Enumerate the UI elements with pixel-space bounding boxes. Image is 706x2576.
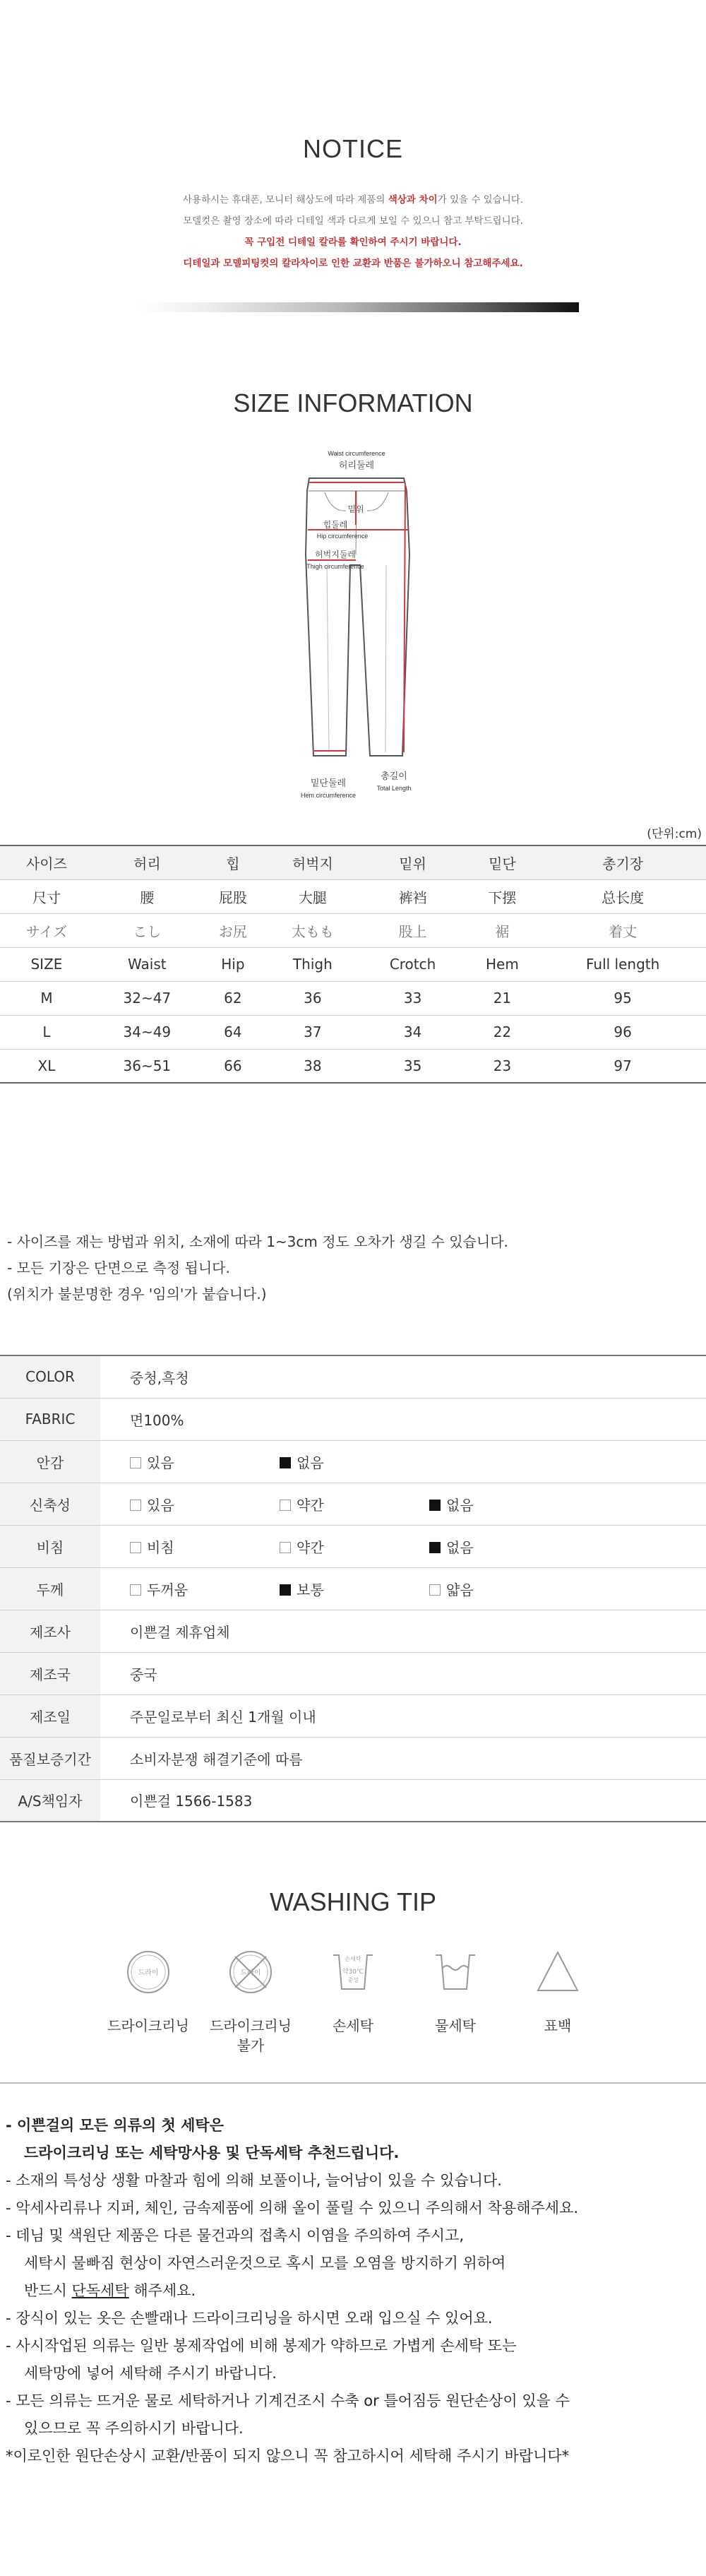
table-cell: Waist: [93, 947, 201, 981]
table-cell: サイズ: [0, 913, 93, 947]
info-label: 두께: [0, 1567, 100, 1610]
note-line: - 모든 기장은 단면으로 측정 됩니다.: [7, 1259, 230, 1276]
info-value: 이쁜걸 제휴업체: [100, 1610, 706, 1652]
table-cell: 总长度: [539, 879, 706, 913]
checkbox-checked-icon: [429, 1542, 441, 1553]
table-cell: 下摆: [465, 879, 540, 913]
care-line: 세탁망에 넣어 세탁해 주시기 바랍니다.: [24, 2365, 277, 2382]
table-cell: 사이즈: [0, 845, 93, 879]
table-row: [0, 1049, 706, 1083]
info-label: 비침: [0, 1525, 100, 1567]
size-header-zh: [0, 879, 706, 913]
bleach-item: [515, 1949, 600, 2036]
checkbox-icon: [130, 1584, 141, 1596]
info-label: COLOR: [0, 1355, 100, 1398]
table-cell: 36: [265, 981, 361, 1015]
notice-line-1: 사용하시는 휴대폰, 모니터 해상도에 따라 제품의 색상과 차이가 있을 수 있습니다.: [182, 194, 524, 206]
waist-en-label: Waist circumference: [328, 450, 385, 457]
waist-ko-label: 허리둘레: [338, 461, 375, 471]
hand-wash-label: 손세탁: [333, 2017, 373, 2034]
measurement-notes: [7, 1229, 508, 1307]
option-thin: 얇음: [429, 1579, 579, 1599]
table-cell: Full length: [539, 947, 706, 981]
care-line: 반드시 단독세탁 해주세요.: [24, 2282, 196, 2299]
table-cell: Thigh: [265, 947, 361, 981]
checkbox-icon: [130, 1542, 141, 1553]
option-sheer-no: 없음: [429, 1536, 579, 1557]
info-row-sheer: [0, 1525, 706, 1567]
length-ko-label: 총길이: [381, 771, 407, 782]
checkbox-icon: [130, 1500, 141, 1511]
svg-text:중성: 중성: [347, 1977, 359, 1983]
care-line: - 데님 및 색원단 제품은 다른 물건과의 접촉시 이염을 주의하여 주시고,: [6, 2227, 465, 2244]
no-dry-clean-label: 드라이크리닝 불가: [210, 2017, 292, 2054]
table-cell: 大腿: [265, 879, 361, 913]
table-cell: 66: [201, 1049, 265, 1083]
no-dry-clean-item: [208, 1949, 293, 2055]
table-cell: 屁股: [201, 879, 265, 913]
divider: [0, 2082, 706, 2084]
size-header-ko: [0, 845, 706, 879]
table-cell: 34: [361, 1015, 465, 1049]
info-label: 제조일: [0, 1694, 100, 1737]
notice-line-2: 모델컷은 촬영 장소에 따라 디테일 색과 다르게 보일 수 있으니 참고 부탁드립니다.: [183, 215, 523, 227]
option-stretch-no: 없음: [429, 1494, 579, 1514]
table-cell: お尻: [201, 913, 265, 947]
table-cell: 23: [465, 1049, 540, 1083]
hem-ko-label: 밑단둘레: [310, 778, 347, 789]
table-cell: 허리: [93, 845, 201, 879]
info-row-lining: [0, 1440, 706, 1483]
table-cell: 尺寸: [0, 879, 93, 913]
table-cell: 着丈: [539, 913, 706, 947]
hand-wash-item: [311, 1949, 395, 2036]
table-cell: 太もも: [265, 913, 361, 947]
info-label: FABRIC: [0, 1398, 100, 1440]
table-cell: 34~49: [93, 1015, 201, 1049]
hand-wash-icon: [330, 1949, 376, 1995]
hem-en-label: Hem circumference: [300, 792, 357, 799]
info-value: 주문일로부터 최신 1개월 이내: [100, 1694, 706, 1737]
option-normal: 보통: [280, 1579, 429, 1599]
no-dry-clean-icon: [228, 1949, 273, 1995]
table-cell: 힙: [201, 845, 265, 879]
table-cell: 37: [265, 1015, 361, 1049]
info-label: A/S책임자: [0, 1779, 100, 1822]
color-gradient-bar: [138, 302, 579, 312]
info-row-as: [0, 1779, 706, 1822]
care-line: - 악세사리류나 지퍼, 체인, 금속제품에 의해 올이 풀릴 수 있으니 주의해서 착용해주세요.: [6, 2200, 579, 2216]
table-cell: 95: [539, 981, 706, 1015]
hip-ko-label: 힙둘레: [323, 520, 348, 530]
table-cell: 21: [465, 981, 540, 1015]
table-row: [0, 981, 706, 1015]
table-cell: 97: [539, 1049, 706, 1083]
washing-icons: [106, 1949, 600, 2077]
table-cell: 총기장: [539, 845, 706, 879]
bleach-icon: [535, 1949, 580, 1995]
note-line: (위치가 불분명한 경우 '임의'가 붙습니다.): [7, 1286, 267, 1302]
note-line: - 사이즈를 재는 방법과 위치, 소재에 따라 1~3cm 정도 오차가 생길 수 있습니다.: [7, 1233, 508, 1250]
unit-label: (단위:cm): [647, 827, 702, 841]
care-line: - 소재의 특성상 생활 마찰과 힘에 의해 보풀이나, 늘어남이 있을 수 있습니다.: [6, 2172, 502, 2189]
length-en-label: Total Length: [376, 785, 412, 792]
info-label: 안감: [0, 1440, 100, 1483]
table-cell: 22: [465, 1015, 540, 1049]
table-cell: M: [0, 981, 93, 1015]
svg-text:드라이: 드라이: [240, 1969, 261, 1977]
table-cell: 36~51: [93, 1049, 201, 1083]
hip-en-label: Hip circumference: [316, 533, 369, 540]
washing-tip-title: WASHING TIP: [269, 1887, 437, 1916]
machine-wash-icon: [433, 1949, 478, 1995]
dry-clean-label: 드라이크리닝: [107, 2017, 189, 2034]
table-cell: 허벅지: [265, 845, 361, 879]
checkbox-checked-icon: [280, 1457, 291, 1468]
info-row-fabric: [0, 1398, 706, 1440]
table-cell: L: [0, 1015, 93, 1049]
crotch-ko-label: 밑위: [347, 504, 364, 514]
info-row-maker: [0, 1610, 706, 1652]
product-info-table: [0, 1355, 706, 1822]
table-cell: Crotch: [361, 947, 465, 981]
option-lining-no: 없음: [280, 1452, 429, 1472]
machine-wash-label: 물세탁: [435, 2017, 476, 2034]
table-cell: こし: [93, 913, 201, 947]
checkbox-checked-icon: [429, 1500, 441, 1511]
info-value: 소비자분쟁 해결기준에 따름: [100, 1737, 706, 1779]
table-cell: 腰: [93, 879, 201, 913]
table-cell: XL: [0, 1049, 93, 1083]
option-stretch-some: 약간: [280, 1494, 429, 1514]
info-row-warranty: [0, 1737, 706, 1779]
info-label: 품질보증기간: [0, 1737, 100, 1779]
thigh-ko-label: 허벅지둘레: [315, 550, 356, 559]
svg-text:약30℃: 약30℃: [342, 1969, 364, 1976]
info-row-stretch: [0, 1483, 706, 1525]
dry-clean-icon: [126, 1949, 171, 1995]
care-line: - 장식이 있는 옷은 손빨래나 드라이크리닝을 하시면 오래 입으실 수 있어요.: [6, 2310, 493, 2327]
table-cell: 38: [265, 1049, 361, 1083]
info-label: 제조국: [0, 1652, 100, 1694]
solo-wash-underline: 단독세탁: [71, 2282, 129, 2299]
info-value: 이쁜걸 1566-1583: [100, 1779, 706, 1822]
table-cell: 32~47: [93, 981, 201, 1015]
size-table: [0, 845, 706, 1084]
bleach-label: 표백: [544, 2017, 572, 2034]
info-value: 중국: [100, 1652, 706, 1694]
table-row: [0, 1015, 706, 1049]
care-line: 세탁시 물빠짐 현상이 자연스러운것으로 혹시 모를 오염을 방지하기 위하여: [24, 2255, 506, 2272]
checkbox-icon: [280, 1542, 291, 1553]
checkbox-icon: [280, 1500, 291, 1511]
info-row-color: [0, 1355, 706, 1398]
size-header-ja: [0, 913, 706, 947]
notice-title: NOTICE: [302, 134, 403, 163]
option-lining-yes: 있음: [130, 1452, 280, 1472]
table-cell: 62: [201, 981, 265, 1015]
info-label: 제조사: [0, 1610, 100, 1652]
checkbox-icon: [429, 1584, 441, 1596]
info-row-date: [0, 1694, 706, 1737]
checkbox-icon: [130, 1457, 141, 1468]
care-line: - 사시작업된 의류는 일반 봉제작업에 비해 봉제가 약하므로 가볍게 손세탁 또는: [6, 2337, 517, 2354]
table-cell: SIZE: [0, 947, 93, 981]
care-instructions: [6, 2112, 705, 2470]
table-cell: Hem: [465, 947, 540, 981]
care-heading-2: 드라이크리닝 또는 세탁망사용 및 단독세탁 추천드립니다.: [24, 2144, 400, 2161]
info-row-thickness: [0, 1567, 706, 1610]
table-cell: Hip: [201, 947, 265, 981]
table-cell: 股上: [361, 913, 465, 947]
table-cell: 96: [539, 1015, 706, 1049]
care-heading-1: - 이쁜걸의 모든 의류의 첫 세탁은: [6, 2117, 224, 2134]
table-cell: 35: [361, 1049, 465, 1083]
info-value: 중청,흑청: [100, 1355, 706, 1398]
care-line: - 모든 의류는 뜨거운 물로 세탁하거나 기계건조시 수축 or 틀어짐등 원단손상이 있을 수: [6, 2392, 570, 2409]
table-cell: 裾: [465, 913, 540, 947]
machine-wash-item: [413, 1949, 498, 2036]
option-stretch-yes: 있음: [130, 1494, 280, 1514]
care-line: 있으므로 꼭 주의하시기 바랍니다.: [24, 2420, 244, 2437]
option-sheer-yes: 비침: [130, 1536, 280, 1557]
size-header-en: [0, 947, 706, 981]
pants-diagram-svg: [282, 441, 438, 809]
option-thick: 두꺼움: [130, 1579, 280, 1599]
svg-text:드라이: 드라이: [138, 1969, 159, 1977]
table-cell: 64: [201, 1015, 265, 1049]
svg-text:손세탁: 손세탁: [345, 1956, 361, 1962]
notice-text: [0, 189, 706, 274]
info-value: 면100%: [100, 1398, 706, 1440]
info-label: 신축성: [0, 1483, 100, 1525]
notice-highlight: 색상과 차이: [388, 194, 438, 206]
notice-line-3: 꼭 구입전 디테일 칼라를 확인하여 주시기 바랍니다.: [244, 237, 462, 248]
dry-clean-item: [106, 1949, 191, 2036]
option-sheer-some: 약간: [280, 1536, 429, 1557]
info-row-country: [0, 1652, 706, 1694]
size-info-title: SIZE INFORMATION: [233, 388, 473, 417]
notice-line-4: 디테일과 모델피팅컷의 칼라차이로 인한 교환과 반품은 불가하오니 참고해주세요.: [183, 258, 523, 269]
checkbox-checked-icon: [280, 1584, 291, 1596]
table-cell: 밑위: [361, 845, 465, 879]
pants-size-diagram: [282, 441, 438, 809]
table-cell: 裤裆: [361, 879, 465, 913]
thigh-en-label: Thigh circumference: [306, 563, 364, 570]
care-line: *이로인한 원단손상시 교환/반품이 되지 않으니 꼭 참고하시어 세탁해 주시기 바랍니다*: [6, 2447, 570, 2464]
table-cell: 33: [361, 981, 465, 1015]
table-cell: 밑단: [465, 845, 540, 879]
